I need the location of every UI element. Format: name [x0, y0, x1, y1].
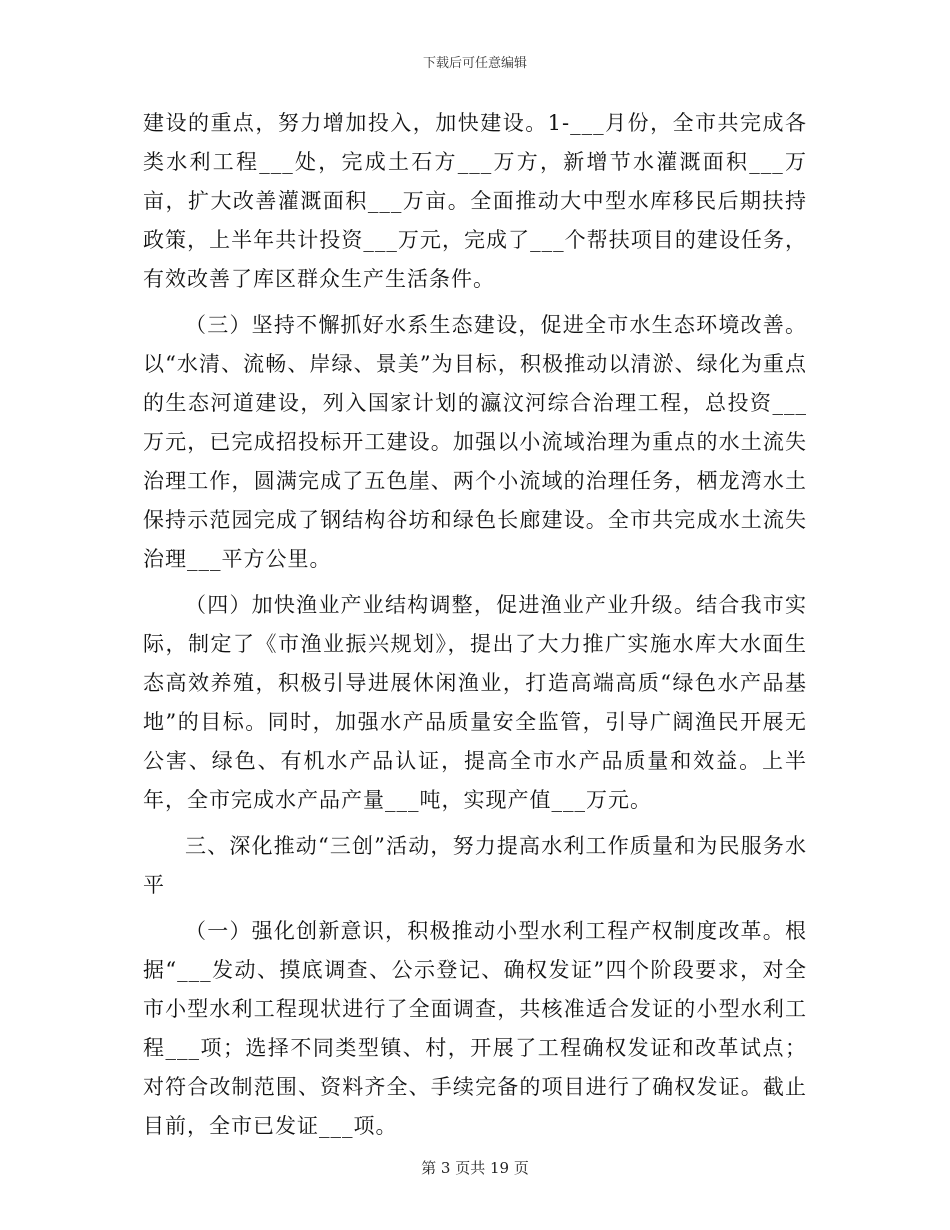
page-number-footer: 第 3 页共 19 页	[421, 1159, 529, 1177]
paragraph-1: 建设的重点，努力增加投入，加快建设。1-___月份，全市共完成各类水利工程___处，完成土石方___万方，新增节水灌溉面积___万亩，扩大改善灌溉面积___万亩。全面推动大中型水库移民后期扶持政策，上半年共计投资___万元，完成了___个帮扶项目的建设任务，有效改善了库区群众生产生活条件。	[143, 111, 807, 291]
paragraph-2: （三）坚持不懈抓好水系生态建设，促进全市水生态环境改善。以“水清、流畅、岸绿、景美”为目标，积极推动以清淤、绿化为重点的生态河道建设，列入国家计划的瀛汶河综合治理工程，总投资___万元，已完成招投标开工建设。加强以小流域治理为重点的水土流失治理工作，圆满完成了五色崖、两个小流域的治理任务，栖龙湾水土保持示范园完成了钢结构谷坊和绿色长廊建设。全市共完成水土流失治理___平方公里。	[143, 313, 807, 571]
page-header-note: 下载后可任意编辑	[422, 56, 527, 71]
paragraph-4: （一）强化创新意识，积极推动小型水利工程产权制度改革。根据“___发动、摸底调查、公示登记、确权发证”四个阶段要求，对全市小型水利工程现状进行了全面调查，共核准适合发证的小型水利工程___项；选择不同类型镇、村，开展了工程确权发证和改革试点；对符合改制范围、资料齐全、手续完备的项目进行了确权发证。截止目前，全市已发证___项。	[143, 919, 807, 1138]
document-body	[143, 104, 807, 1153]
section-heading-3: 三、深化推动“三创”活动，努力提高水利工作质量和为民服务水平	[143, 834, 807, 897]
paragraph-3: （四）加快渔业产业结构调整，促进渔业产业升级。结合我市实际，制定了《市渔业振兴规划》，提出了大力推广实施水库大水面生态高效养殖，积极引导进展休闲渔业，打造高端高质“绿色水产品基地”的目标。同时，加强水产品质量安全监管，引导广阔渔民开展无公害、绿色、有机水产品认证，提高全市水产品质量和效益。上半年，全市完成水产品产量___吨，实现产值___万元。	[143, 593, 807, 812]
